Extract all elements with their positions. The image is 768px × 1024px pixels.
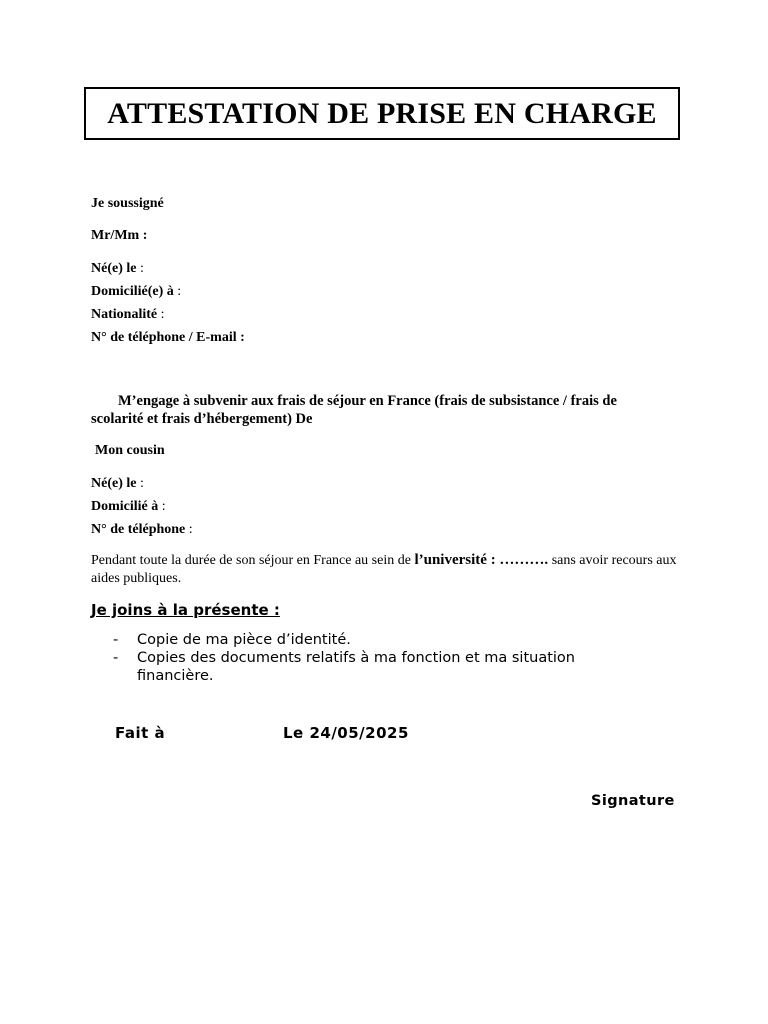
stay-text-part2: sans avoir recours aux aides publiques. xyxy=(91,553,677,586)
declarant-address-label: Domicilié(e) à xyxy=(91,284,174,299)
declarant-contact-label: N° de téléphone / E-mail : xyxy=(91,330,245,345)
place-label: Fait à xyxy=(115,724,166,742)
list-item: - Copie de ma pièce d’identité. xyxy=(113,632,351,648)
attachment-item-1: Copie de ma pièce d’identité. xyxy=(137,632,351,648)
beneficiary-birth-line xyxy=(91,476,144,492)
stay-paragraph xyxy=(91,551,681,588)
beneficiary-phone-label: N° de téléphone xyxy=(91,522,186,537)
document-title: ATTESTATION DE PRISE EN CHARGE xyxy=(107,96,657,130)
stay-text-part1: Pendant toute la durée de son séjour en France au sein de xyxy=(91,553,415,568)
attachments-heading: Je joins à la présente : xyxy=(91,601,280,619)
beneficiary-address-line xyxy=(91,499,166,515)
declarant-intro: Je soussigné xyxy=(91,196,164,211)
list-item: - Copies des documents relatifs à ma fonction et ma situation financière. xyxy=(113,650,575,684)
declarant-nationality-label: Nationalité xyxy=(91,307,158,322)
attachments-list xyxy=(113,631,653,685)
declarant-nationality-line xyxy=(91,307,165,323)
date-label: Le 24/05/2025 xyxy=(283,724,409,742)
declarant-nationality-sep: : xyxy=(157,307,165,322)
beneficiary-relation: Mon cousin xyxy=(95,443,165,458)
university-label: l’université : ………. xyxy=(414,552,549,568)
beneficiary-address-sep: : xyxy=(158,499,166,514)
declarant-address-sep: : xyxy=(173,284,182,299)
beneficiary-birth-label: Né(e) le xyxy=(91,476,137,491)
declarant-birth-line xyxy=(91,261,144,277)
beneficiary-phone-sep: : xyxy=(185,522,193,537)
beneficiary-phone-line xyxy=(91,522,193,538)
signature-label: Signature xyxy=(591,793,675,809)
beneficiary-address-label: Domicilié à xyxy=(91,499,159,514)
declarant-address-line xyxy=(91,284,181,300)
attachment-item-2: Copies des documents relatifs à ma fonction et ma situation financière. xyxy=(137,650,575,684)
declarant-birth-label: Né(e) le xyxy=(91,261,137,276)
engagement-paragraph: M’engage à subvenir aux frais de séjour en France (frais de subsistance / frais de scolarité et frais d’hébergement) De xyxy=(91,393,617,427)
beneficiary-birth-sep: : xyxy=(136,476,144,491)
declarant-birth-sep: : xyxy=(136,261,144,276)
declarant-name-label: Mr/Mm : xyxy=(91,228,148,243)
title-box xyxy=(84,87,680,140)
